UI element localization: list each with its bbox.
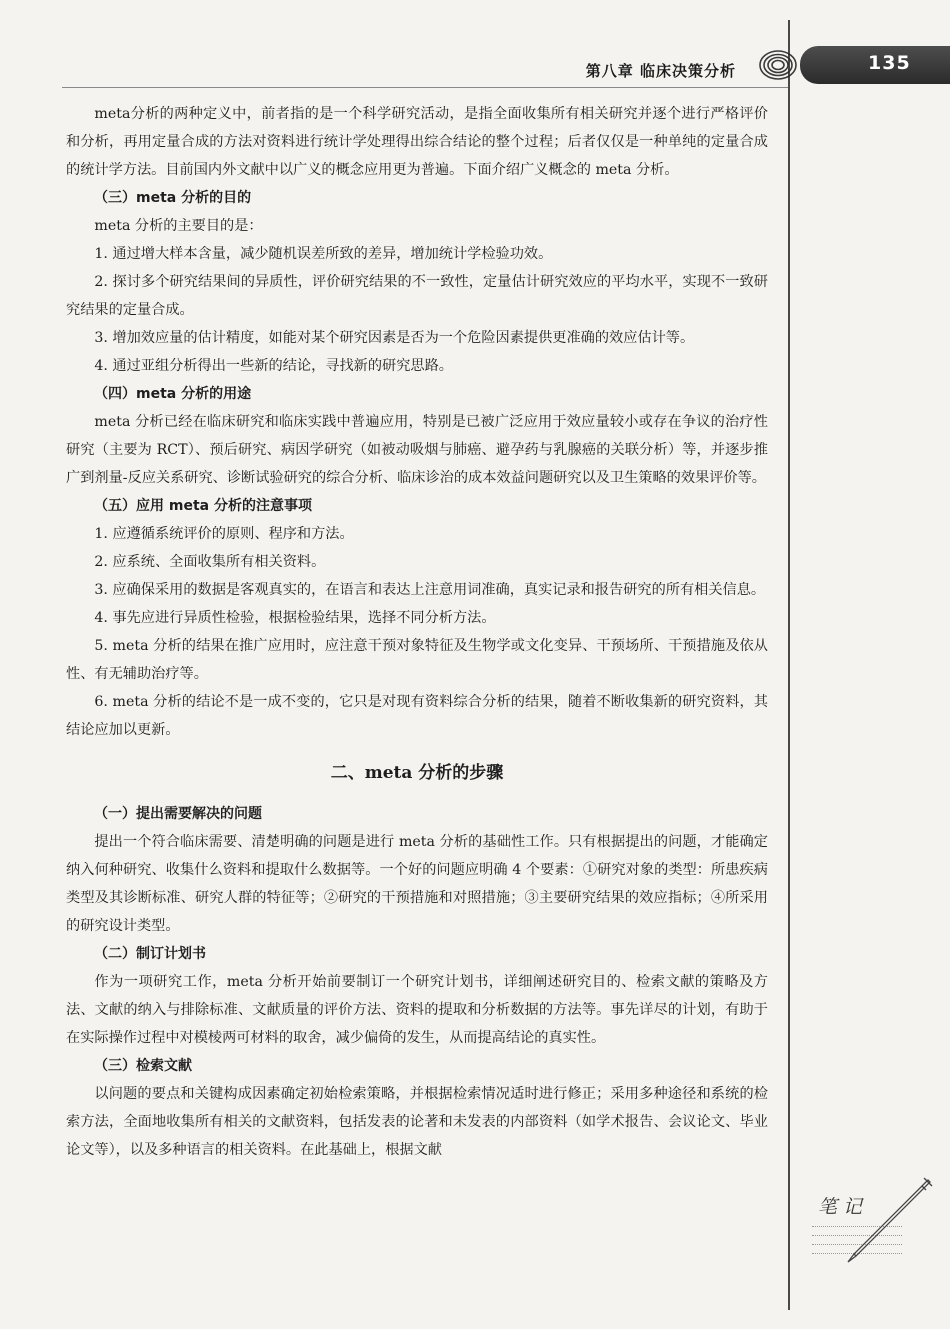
- pen-icon: [836, 1176, 936, 1266]
- chapter-title: 第八章 临床决策分析: [585, 62, 736, 80]
- subheading-precautions: （五）应用 meta 分析的注意事项: [94, 498, 312, 514]
- list-item: 4. 通过亚组分析得出一些新的结论，寻找新的研究思路。: [94, 358, 453, 374]
- page-number: 135: [868, 52, 911, 74]
- list-item: 1. 通过增大样本含量，减少随机误差所致的差异，增加统计学检验功效。: [94, 246, 553, 262]
- paragraph-question: 提出一个符合临床需要、清楚明确的问题是进行 meta 分析的基础性工作。只有根据提出的问题，才能确定纳入何种研究、收集什么资料和提取什么数据等。一个好的问题应明确 4 个要素：①研究对象的类型：所患疾病类型及其诊断标准、研究人群的特征等；②研究的干预措施和对照措施；③主要研究结果的效应指标；④所采用的研究设计类型。: [66, 834, 768, 934]
- list-item: 1. 应遵循系统评价的原则、程序和方法。: [94, 526, 354, 542]
- subheading-protocol: （二）制订计划书: [94, 946, 206, 962]
- paragraph-protocol: 作为一项研究工作，meta 分析开始前要制订一个研究计划书，详细阐述研究目的、检索文献的策略及方法、文献的纳入与排除标准、文献质量的评价方法、资料的提取和分析数据的方法等。事先详尽的计划，有助于在实际操作过程中对模棱两可材料的取舍，减少偏倚的发生，从而提高结论的真实性。: [66, 974, 768, 1046]
- list-item: 6. meta 分析的结论不是一成不变的，它只是对现有资料综合分析的结果，随着不断收集新的研究资料，其结论应加以更新。: [66, 694, 768, 738]
- list-item: 3. 应确保采用的数据是客观真实的，在语言和表达上注意用词准确，真实记录和报告研究的所有相关信息。: [94, 582, 766, 598]
- list-item: 2. 探讨多个研究结果间的异质性，评价研究结果的不一致性，定量估计研究效应的平均水平，实现不一致研究结果的定量合成。: [66, 274, 768, 318]
- list-item: 4. 事先应进行异质性检验，根据检验结果，选择不同分析方法。: [94, 610, 496, 626]
- main-text: [66, 100, 768, 1164]
- paragraph-intro: meta分析的两种定义中，前者指的是一个科学研究活动，是指全面收集所有相关研究并逐个进行严格评价和分析，再用定量合成的方法对资料进行统计学处理得出综合结论的整个过程；后者仅仅是一种单纯的定量合成的统计学方法。目前国内外文献中以广义的概念应用更为普遍。下面介绍广义概念的 meta 分析。: [66, 106, 768, 178]
- header-rule: [62, 87, 788, 88]
- notes-label: 笔记: [818, 1196, 869, 1218]
- subheading-usage: （四）meta 分析的用途: [94, 386, 252, 402]
- subheading-question: （一）提出需要解决的问题: [94, 806, 262, 822]
- section-title: 二、meta 分析的步骤: [330, 763, 504, 783]
- margin-rule: [788, 20, 790, 1310]
- spiral-decoration-icon: [752, 47, 798, 83]
- list-item: 5. meta 分析的结果在推广应用时，应注意干预对象特征及生物学或文化变异、干预场所、干预措施及依从性、有无辅助治疗等。: [66, 638, 768, 682]
- list-item: 3. 增加效应量的估计精度，如能对某个研究因素是否为一个危险因素提供更准确的效应估计等。: [94, 330, 695, 346]
- paragraph-purpose-lead: meta 分析的主要目的是：: [94, 218, 263, 234]
- subheading-purpose: （三）meta 分析的目的: [94, 190, 252, 206]
- paragraph-usage: meta 分析已经在临床研究和临床实践中普遍应用，特别是已被广泛应用于效应量较小或存在争议的治疗性研究（主要为 RCT）、预后研究、病因学研究（如被动吸烟与肺癌、避孕药与乳腺癌的关联分析）等，并逐步推广到剂量-反应关系研究、诊断试验研究的综合分析、临床诊治的成本效益问题研究以及卫生策略的效果评价等。: [66, 414, 768, 486]
- list-item: 2. 应系统、全面收集所有相关资料。: [94, 554, 326, 570]
- subheading-search: （三）检索文献: [94, 1058, 192, 1074]
- paragraph-search: 以问题的要点和关键构成因素确定初始检索策略，并根据检索情况适时进行修正；采用多种途径和系统的检索方法，全面地收集所有相关的文献资料，包括发表的论著和未发表的内部资料（如学术报告、会议论文、毕业论文等），以及多种语言的相关资料。在此基础上，根据文献: [66, 1086, 768, 1158]
